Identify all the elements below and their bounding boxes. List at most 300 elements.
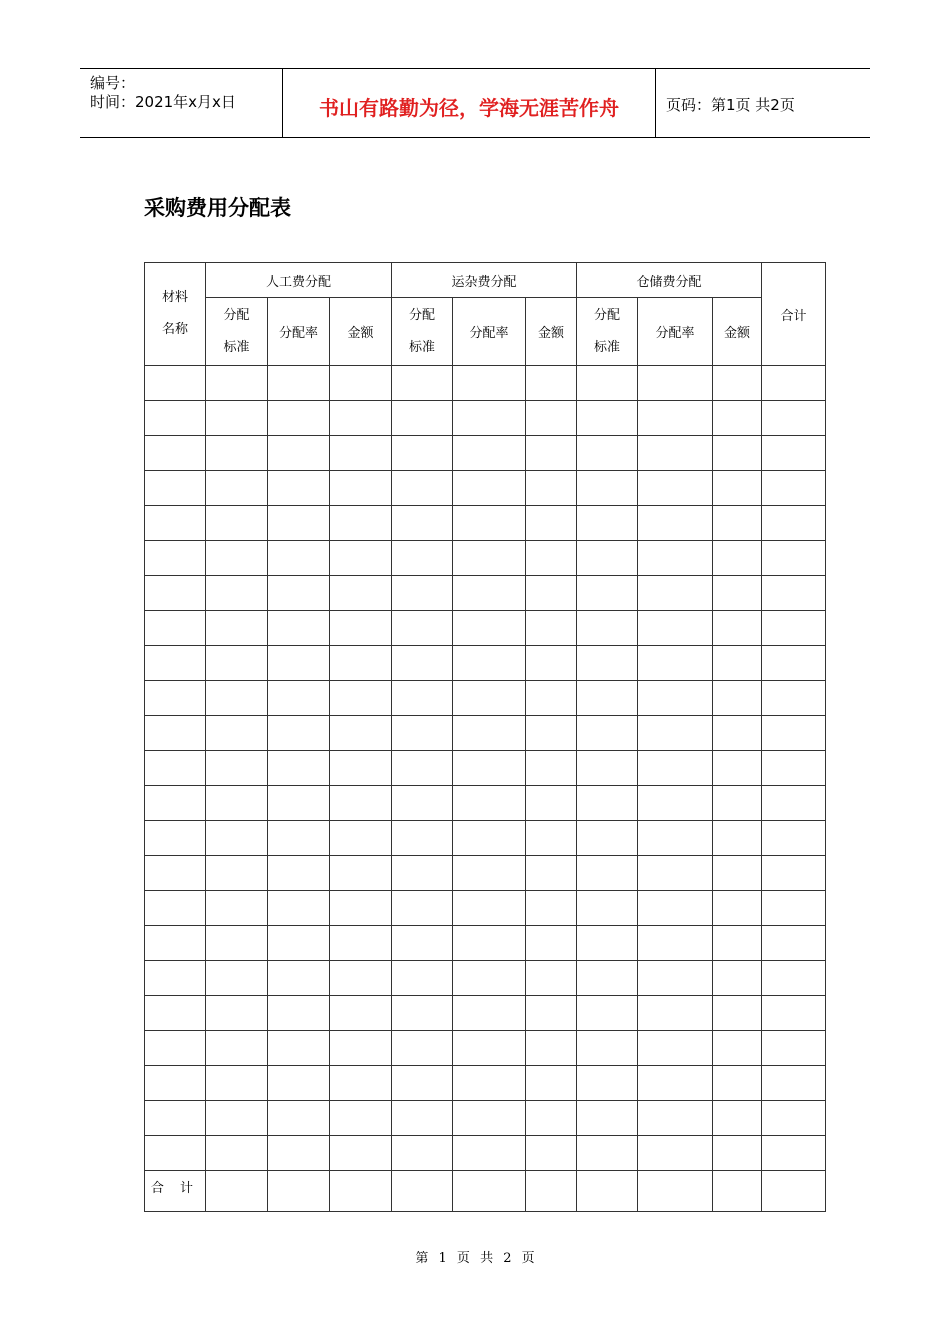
table-cell [638,401,713,436]
group-header-freight: 运杂费分配 [392,263,577,298]
table-cell [713,751,762,786]
table-cell [206,716,268,751]
table-cell [330,1171,392,1212]
table-cell [206,401,268,436]
table-cell [577,821,638,856]
table-cell [526,1031,577,1066]
table-cell [330,1136,392,1171]
table-cell [713,716,762,751]
table-cell [330,401,392,436]
table-cell [762,821,826,856]
header-motto-cell [282,69,656,137]
table-cell [577,366,638,401]
table-cell [713,681,762,716]
table-cell [206,541,268,576]
table-cell [392,821,453,856]
table-cell [762,1031,826,1066]
table-cell [145,1031,206,1066]
table-cell [453,436,526,471]
table-cell [268,471,330,506]
group-header-labor: 人工费分配 [206,263,392,298]
table-cell [330,856,392,891]
sub-header-standard [206,298,268,366]
table-cell [145,856,206,891]
table-cell [638,996,713,1031]
table-cell [268,401,330,436]
table-cell [206,961,268,996]
table-cell [577,1171,638,1212]
table-cell [268,646,330,681]
table-cell [713,471,762,506]
total-column-header: 合计 [762,263,826,366]
table-cell [206,891,268,926]
table-cell [145,1136,206,1171]
table-cell [392,1101,453,1136]
table-cell [145,471,206,506]
table-cell [526,751,577,786]
table-cell [577,1136,638,1171]
sub-header-standard-line2: 标准 [594,339,621,355]
header-row-2 [145,298,826,366]
table-cell [268,786,330,821]
table-row [145,751,826,786]
table-cell [638,961,713,996]
table-cell [638,926,713,961]
table-cell [638,366,713,401]
table-cell [713,1031,762,1066]
table-row [145,716,826,751]
table-cell [453,401,526,436]
table-cell [268,506,330,541]
table-cell [330,646,392,681]
table-cell [762,786,826,821]
table-cell [762,646,826,681]
sub-header-standard-line1: 分配 [409,307,436,323]
table-cell [145,611,206,646]
table-cell [206,576,268,611]
table-cell [392,716,453,751]
footer-part: 共 [480,1251,494,1266]
table-cell [577,926,638,961]
table-cell [453,856,526,891]
sub-header-standard-line1: 分配 [594,307,621,323]
table-cell [330,366,392,401]
table-cell [577,471,638,506]
table-cell [330,926,392,961]
table-cell [330,611,392,646]
table-cell [268,856,330,891]
table-cell [145,436,206,471]
table-cell [713,786,762,821]
table-cell [526,996,577,1031]
table-cell [145,401,206,436]
table-row [145,541,826,576]
table-cell [268,751,330,786]
table-cell [762,961,826,996]
table-row [145,401,826,436]
table-cell [526,1136,577,1171]
table-cell [713,1066,762,1101]
table-cell [268,996,330,1031]
table-cell [206,1101,268,1136]
table-cell [330,1101,392,1136]
table-cell [453,506,526,541]
table-cell [392,891,453,926]
table-cell [526,821,577,856]
table-row [145,891,826,926]
table-cell [268,541,330,576]
table-cell [330,716,392,751]
table-cell [145,751,206,786]
table-cell [638,786,713,821]
table-cell [268,366,330,401]
table-cell [268,961,330,996]
table-cell [638,1171,713,1212]
table-cell [268,891,330,926]
table-cell [762,611,826,646]
sub-header-rate: 分配率 [638,298,713,366]
table-cell [762,681,826,716]
table-row [145,506,826,541]
table-cell [453,1136,526,1171]
table-cell [330,891,392,926]
table-row [145,576,826,611]
table-cell [526,1171,577,1212]
table-cell [206,926,268,961]
table-cell [206,646,268,681]
table-cell [330,576,392,611]
table-cell [330,751,392,786]
table-cell [638,506,713,541]
table-cell [713,891,762,926]
table-cell [713,611,762,646]
table-cell [762,506,826,541]
table-cell [526,611,577,646]
table-cell [762,436,826,471]
table-cell [713,821,762,856]
table-cell [453,1171,526,1212]
table-cell [526,856,577,891]
table-cell [268,436,330,471]
table-cell [392,751,453,786]
table-cell [330,471,392,506]
table-cell [713,996,762,1031]
table-cell [577,576,638,611]
table-cell [145,646,206,681]
table-cell [392,576,453,611]
table-cell [762,1066,826,1101]
table-cell [713,1171,762,1212]
total-row [145,1171,826,1212]
material-name-header [145,263,206,366]
table-row [145,821,826,856]
table-cell [762,401,826,436]
table-cell [268,1136,330,1171]
table-cell [330,506,392,541]
table-cell [453,366,526,401]
motto-text: 书山有路勤为径，学海无涯苦作舟 [319,96,619,120]
table-cell [453,821,526,856]
table-cell [206,751,268,786]
table-cell [392,646,453,681]
table-cell [526,471,577,506]
table-row [145,1101,826,1136]
table-cell [762,541,826,576]
table-cell [392,611,453,646]
table-cell [577,1066,638,1101]
header-row-1 [145,263,826,298]
table-cell [526,1066,577,1101]
table-row [145,961,826,996]
footer-current-page: 1 [438,1251,447,1266]
table-cell [145,1101,206,1136]
table-cell [577,786,638,821]
table-row [145,611,826,646]
footer-part: 第 [415,1251,429,1266]
page-footer [0,1247,950,1266]
table-cell [713,926,762,961]
table-cell [145,996,206,1031]
table-cell [526,926,577,961]
table-row [145,646,826,681]
footer-part: 页 [521,1251,535,1266]
sub-header-amount: 金额 [330,298,392,366]
sub-header-amount: 金额 [713,298,762,366]
table-cell [526,366,577,401]
table-cell [526,576,577,611]
table-cell [145,716,206,751]
table-cell [638,821,713,856]
table-cell [713,1101,762,1136]
table-cell [145,786,206,821]
page-title: 采购费用分配表 [144,195,291,220]
table-cell [526,401,577,436]
table-cell [453,961,526,996]
table-cell [206,856,268,891]
table-cell [638,1101,713,1136]
table-cell [268,1171,330,1212]
table-cell [392,541,453,576]
table-cell [762,716,826,751]
table-cell [453,646,526,681]
table-cell [638,681,713,716]
table-cell [453,926,526,961]
allocation-table [144,262,826,1212]
table-cell [392,856,453,891]
sub-header-standard [392,298,453,366]
table-cell [330,996,392,1031]
table-cell [145,926,206,961]
table-cell [577,681,638,716]
table-cell [713,646,762,681]
table-cell [526,891,577,926]
total-row-label: 合 计 [145,1171,206,1212]
table-cell [526,646,577,681]
table-cell [762,1136,826,1171]
table-cell [206,1066,268,1101]
table-cell [268,1031,330,1066]
table-cell [577,996,638,1031]
table-cell [330,821,392,856]
table-cell [713,506,762,541]
sub-header-rate: 分配率 [268,298,330,366]
footer-part: 页 [456,1251,470,1266]
table-row [145,926,826,961]
table-cell [145,541,206,576]
table-cell [526,541,577,576]
number-label: 编号： [90,74,136,92]
footer-total-pages: 2 [503,1251,512,1266]
table-cell [145,506,206,541]
table-cell [638,611,713,646]
table-cell [762,471,826,506]
table-cell [392,436,453,471]
table-cell [577,401,638,436]
table-cell [392,786,453,821]
table-cell [392,961,453,996]
table-cell [762,996,826,1031]
table-cell [638,436,713,471]
table-cell [713,856,762,891]
table-cell [268,926,330,961]
table-cell [526,681,577,716]
table-cell [392,1136,453,1171]
table-row [145,1031,826,1066]
table-cell [268,576,330,611]
table-cell [206,996,268,1031]
table-cell [268,681,330,716]
sub-header-standard-line2: 标准 [223,339,250,355]
table-cell [392,926,453,961]
table-cell [206,506,268,541]
table-cell [206,471,268,506]
table-cell [392,681,453,716]
table-cell [206,1136,268,1171]
table-cell [145,681,206,716]
table-cell [638,1066,713,1101]
table-cell [577,856,638,891]
table-cell [206,681,268,716]
table-cell [638,716,713,751]
table-cell [638,1136,713,1171]
table-cell [453,681,526,716]
table-cell [330,786,392,821]
table-row [145,786,826,821]
table-row [145,996,826,1031]
table-cell [268,1066,330,1101]
sub-header-standard-line1: 分配 [223,307,250,323]
table-cell [577,891,638,926]
table-cell [577,751,638,786]
table-cell [713,366,762,401]
group-header-storage: 仓储费分配 [577,263,762,298]
table-cell [453,786,526,821]
table-cell [268,821,330,856]
table-cell [638,1031,713,1066]
table-cell [453,576,526,611]
table-cell [392,1066,453,1101]
table-row [145,436,826,471]
table-cell [206,1031,268,1066]
header-page-cell [656,69,870,137]
header-meta-cell [80,69,282,137]
table-cell [206,1171,268,1212]
table-cell [453,471,526,506]
table-cell [577,436,638,471]
table-row [145,1066,826,1101]
table-cell [762,576,826,611]
table-cell [577,541,638,576]
table-cell [713,576,762,611]
table-cell [762,891,826,926]
table-cell [392,401,453,436]
table-cell [638,856,713,891]
table-cell [453,891,526,926]
table-cell [206,366,268,401]
document-header [80,68,870,138]
date-label: 时间：2021年x月x日 [90,93,236,111]
table-cell [638,471,713,506]
table-cell [453,541,526,576]
table-cell [526,786,577,821]
table-cell [453,611,526,646]
table-cell [638,541,713,576]
table-cell [638,576,713,611]
table-cell [453,1101,526,1136]
table-cell [330,436,392,471]
table-cell [268,611,330,646]
table-cell [577,1101,638,1136]
table-cell [453,716,526,751]
table-cell [713,436,762,471]
material-header-line2: 名称 [161,322,188,337]
table-cell [145,821,206,856]
table-cell [577,961,638,996]
table-cell [762,1101,826,1136]
table-cell [206,611,268,646]
table-cell [762,1171,826,1212]
table-cell [330,1066,392,1101]
table-cell [762,856,826,891]
table-row [145,366,826,401]
sub-header-amount: 金额 [526,298,577,366]
table-cell [453,996,526,1031]
table-cell [453,1031,526,1066]
table-cell [577,1031,638,1066]
table-cell [638,751,713,786]
table-cell [762,926,826,961]
table-cell [268,716,330,751]
table-cell [713,961,762,996]
table-cell [762,751,826,786]
table-cell [453,1066,526,1101]
table-row [145,681,826,716]
table-cell [577,646,638,681]
table-cell [577,611,638,646]
page-label: 页码：第1页 共2页 [666,96,795,114]
table-cell [330,1031,392,1066]
table-cell [206,786,268,821]
table-cell [392,366,453,401]
table-row [145,856,826,891]
table-cell [638,891,713,926]
sub-header-standard [577,298,638,366]
table-cell [206,436,268,471]
sub-header-standard-line2: 标准 [409,339,436,355]
table-cell [577,506,638,541]
table-cell [713,401,762,436]
table-cell [268,1101,330,1136]
